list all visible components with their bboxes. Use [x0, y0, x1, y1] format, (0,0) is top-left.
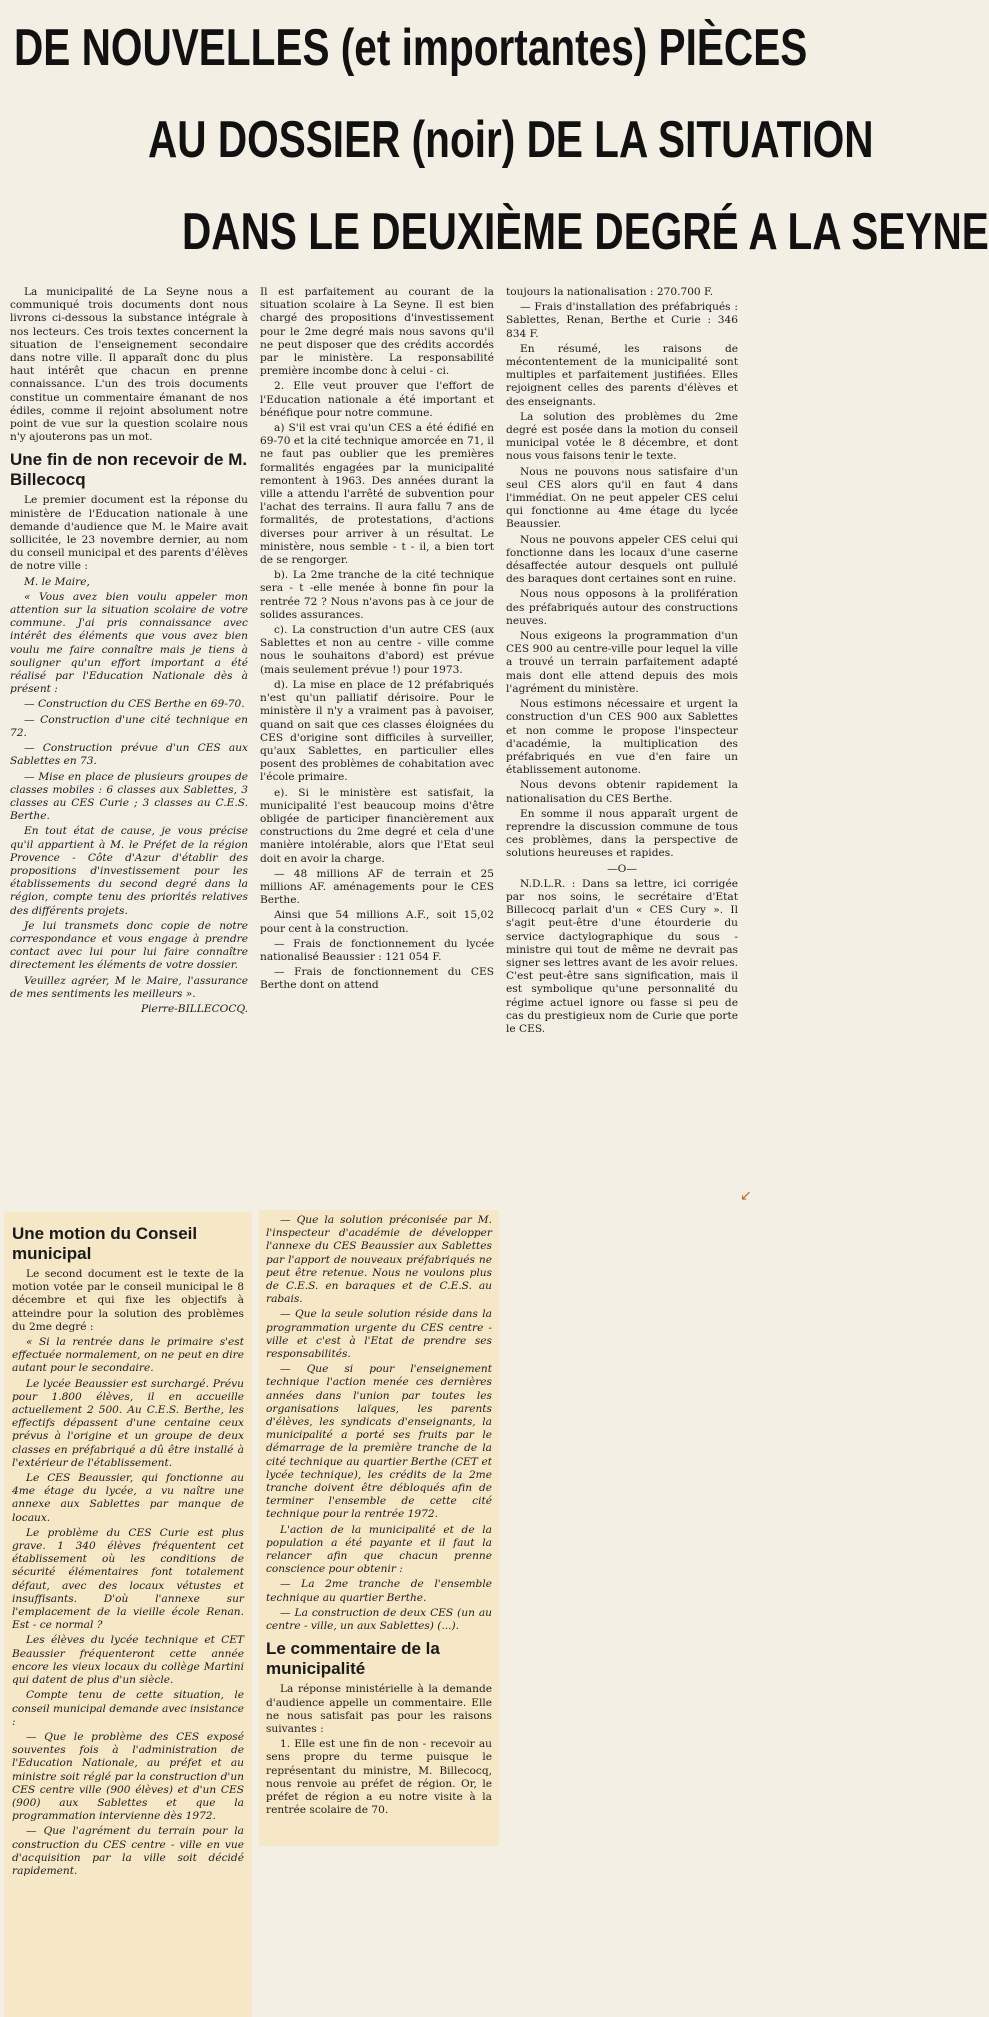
- headline-line-1: DE NOUVELLES (et importantes) PIÈCES: [14, 19, 808, 77]
- letter-paragraph: — Construction d'une cité technique en 72.: [10, 713, 248, 739]
- article-column-3: [506, 286, 738, 1201]
- motion-paragraph: — La 2me tranche de l'ensemble technique au quartier Berthe.: [266, 1578, 492, 1604]
- paragraph: d). La mise en place de 12 préfabriqués n'est qu'un palliatif dérisoire. Pour le ministère il n'y a vraiment pas à pavoiser, quand on sait que ces classes éloignées du CES d'origine sont difficiles à surveiller, qu'aux Sablettes, en particulier elles posent des problèmes de cohabitation avec l'école primaire.: [260, 678, 494, 784]
- paragraph: Le premier document est la réponse du ministère de l'Education nationale à une demande d'audience que M. le Maire avait sollicitée, le 23 novembre dernier, au nom du conseil municipal et des parents d'élèves de notre ville :: [10, 494, 248, 573]
- editor-note: N.D.L.R. : Dans sa lettre, ici corrigée par nos soins, le secrétaire d'Etat Billecocq parlait d'un « CES Cury ». Il s'agit peut-être d'une étourderie du service dactylographique du sous - ministre qui tout de même ne devrait pas signer ses lettres avant de les avoir relues. C'est peut-être sans signification, mais il est symbolique qu'une personnalité du régime actuel ignore ou fasse si peu de cas du prestigieux nom de Curie que porte le CES.: [506, 877, 738, 1035]
- paragraph: — Frais d'installation des préfabriqués : Sablettes, Renan, Berthe et Curie : 346 834 F.: [506, 301, 738, 340]
- paragraph: toujours la nationalisation : 270.700 F.: [506, 286, 714, 298]
- paragraph: a) S'il est vrai qu'un CES a été édifié en 69-70 et la cité technique amorcée en 71, il ne faut pas oublier que les premières formalités engagées par la municipalité remontent à 1963. Des années durant la ville a attendu l'arrêté de subvention pour l'achat des terrains. Il aura fallu 7 ans de formalités, de protestations, d'actions diverses pour arriver à un résultat. Le ministère, nous semble - t - il, a bien tort de se rengorger.: [260, 422, 494, 567]
- letter-paragraph: En tout état de cause, je vous précise qu'il appartient à M. le Préfet de la région Provence - Côte d'Azur d'établir des propositions d'investissement pour les établissements du second degré dans la région, compte tenu des priorités relatives des différents projets.: [10, 825, 248, 917]
- letter-paragraph: — Construction prévue d'un CES aux Sablettes en 73.: [10, 742, 248, 768]
- paragraph: En résumé, les raisons de mécontentement de la municipalité sont multiples et parfaitement justifiées. Elles rejoignent celles des parents d'élèves et des enseignants.: [506, 342, 738, 408]
- paragraph: Il est parfaitement au courant de la situation scolaire à La Seyne. Il est bien chargé des propositions d'investissement pour le 2me degré mais nous savons qu'il ne peut disposer que des crédits accordés par le ministère. La responsabilité première incombe donc à celui - ci.: [260, 286, 494, 378]
- motion-column-1: [12, 1218, 244, 2013]
- motion-paragraph: — Que la solution préconisée par M. l'inspecteur d'académie de développer l'annexe du CES Beaussier aux Sablettes par l'apport de nouveaux préfabriqués ne peut être retenue. Nous ne voulons plus de C.E.S. en baraques et de C.E.S. au rabais.: [266, 1214, 492, 1306]
- letter-paragraph: — Mise en place de plusieurs groupes de classes mobiles : 6 classes aux Sablettes, 3 classes au CES Curie ; 3 classes au C.E.S. Berthe.: [10, 770, 248, 823]
- motion-paragraph: Le CES Beaussier, qui fonctionne au 4me étage du lycée, a vu naître une annexe aux Sablettes par manque de locaux.: [12, 1472, 244, 1524]
- motion-paragraph: L'action de la municipalité et de la population a été payante et il faut la relancer afin que chacun prenne conscience pour obtenir :: [266, 1523, 492, 1576]
- section-heading-motion: Une motion du Conseil municipal: [12, 1224, 198, 1263]
- motion-paragraph: — La construction de deux CES (un au centre - ville, un aux Sablettes) (...).: [266, 1606, 492, 1633]
- paragraph: Nous ne pouvons appeler CES celui qui fonctionne dans les locaux d'une caserne désaffectée autour desquels ont pullulé des baraques dont certaines sont en ruine.: [506, 533, 738, 586]
- paragraph: Nous devons obtenir rapidement la nationalisation du CES Berthe.: [506, 779, 738, 805]
- section-heading-billecocq: Une fin de non recevoir de M. Billecocq: [10, 450, 248, 490]
- letter-paragraph: M. le Maire,: [24, 575, 90, 588]
- paragraph: Nous nous opposons à la prolifération des préfabriqués autour des constructions neuves.: [506, 588, 738, 627]
- article-column-1: [10, 286, 248, 1201]
- motion-paragraph: « Si la rentrée dans le primaire s'est effectuée normalement, on ne peut en dire autant pour le secondaire.: [12, 1336, 244, 1375]
- section-heading-commentaire: Le commentaire de la municipalité: [266, 1639, 440, 1679]
- paragraph: b). La 2me tranche de la cité technique sera - t -elle menée à bonne fin pour la rentrée 72 ? Nous n'avons pas à ce jour de solides assurances.: [260, 569, 494, 621]
- paragraph: En somme il nous apparaît urgent de reprendre la discussion commune de tous ces problèmes, dans la perspective de solutions heureuses et rapides.: [506, 807, 738, 860]
- separator: —O—: [607, 862, 637, 875]
- paragraph: Nous exigeons la programmation d'un CES 900 au centre-ville pour lequel la ville a trouvé un terrain parfaitement adapté mais dont elle attend depuis des mois l'agrément du ministère.: [506, 630, 738, 695]
- handwritten-mark: ↙: [740, 1188, 752, 1204]
- letter-paragraph: Veuillez agréer, M le Maire, l'assurance de mes sentiments les meilleurs ».: [10, 974, 248, 1000]
- paragraph: La solution des problèmes du 2me degré est posée dans la motion du conseil municipal votée le 8 décembre, et dont nous vous faisons tenir le texte.: [506, 410, 738, 463]
- signature: Pierre-BILLECOCQ.: [141, 1002, 248, 1015]
- headline-line-3: DANS LE DEUXIÈME DEGRÉ A LA SEYNE: [182, 203, 989, 261]
- article-column-2: [260, 286, 494, 1201]
- paragraph: — 48 millions AF de terrain et 25 millions AF. aménagements pour le CES Berthe.: [260, 867, 494, 907]
- paragraph: c). La construction d'un autre CES (aux Sablettes et non au centre - ville comme nous le souhaitons d'abord) est prévue (mais seulement prévue !) pour 1973.: [260, 624, 494, 676]
- paragraph: e). Si le ministère est satisfait, la municipalité l'est beaucoup moins d'être obligée de participer financièrement aux constructions du 2me degré et cela d'une manière intolérable, alors que l'Etat seul doit en avoir la charge.: [260, 786, 494, 865]
- motion-paragraph: — Que la seule solution réside dans la programmation urgente du CES centre - ville et c'est à l'Etat de prendre ses responsabilités.: [266, 1308, 492, 1361]
- paragraph: — Frais de fonctionnement du lycée nationalisé Beaussier : 121 054 F.: [260, 937, 494, 963]
- paragraph: La réponse ministérielle à la demande d'audience appelle un commentaire. Elle ne nous satisfait pas pour les raisons suivantes :: [266, 1683, 492, 1735]
- paragraph: 2. Elle veut prouver que l'effort de l'Education nationale a été important et bénéfique pour notre commune.: [260, 380, 494, 419]
- motion-paragraph: — Que si pour l'enseignement technique l'action menée ces dernières années dans l'union par toutes les organisations laïques, les parents d'élèves, les syndicats d'enseignants, la municipalité a porté ses fruits par le démarrage de la première tranche de la cité technique au quartier Berthe (CET et lycée technique), les crédits de la 2me tranche doivent être débloqués afin de terminer l'ensemble de cette cité technique pour la rentrée 1972.: [266, 1363, 492, 1521]
- motion-paragraph: — Que le problème des CES exposé souventes fois à l'administration de l'Education Nationale, au préfet et au ministre soit réglé par la construction d'un CES centre ville (900 élèves) et d'un CES (900) aux Sablettes et que la programmation intervienne dès 1972.: [12, 1730, 244, 1823]
- letter-paragraph: — Construction du CES Berthe en 69-70.: [24, 698, 245, 711]
- motion-paragraph: Compte tenu de cette situation, le conseil municipal demande avec insistance :: [12, 1689, 244, 1728]
- motion-paragraph: — Que l'agrément du terrain pour la construction du CES centre - ville en vue d'acquisition par la ville soit décidé rapidement.: [12, 1825, 244, 1877]
- motion-paragraph: Le problème du CES Curie est plus grave. 1 340 élèves fréquentent cet établissement où les conditions de sécurité élémentaires font totalement défaut, avec des locaux vétustes et insuffisants. D'où l'annexe sur l'emplacement de la vieille école Renan. Est - ce normal ?: [12, 1526, 244, 1632]
- headline-line-2: AU DOSSIER (noir) DE LA SITUATION: [148, 111, 874, 169]
- paragraph: Nous ne pouvons nous satisfaire d'un seul CES alors qu'il en faut 4 dans l'immédiat. On ne peut appeler CES celui qui fonctionne au 4me étage du lycée Beaussier.: [506, 465, 738, 531]
- motion-column-2: [266, 1214, 492, 1842]
- motion-paragraph: Le lycée Beaussier est surchargé. Prévu pour 1.800 élèves, il en accueille actuellement 2 500. Au C.E.S. Berthe, les effectifs dépassent d'une centaine ceux prévus à l'origine et un groupe de deux classes en préfabriqué a dû être installé à l'extérieur de l'établissement.: [12, 1377, 244, 1469]
- paragraph: Nous estimons nécessaire et urgent la construction d'un CES 900 aux Sablettes et non comme le propose l'inspecteur d'académie, la multiplication des préfabriqués en vue d'en faire un établissement autonome.: [506, 698, 738, 777]
- motion-paragraph: Les élèves du lycée technique et CET Beaussier fréquenteront cette année encore les vieux locaux du collège Martini qui datent de plus d'un siècle.: [12, 1634, 244, 1687]
- intro-paragraph: La municipalité de La Seyne nous a communiqué trois documents dont nous livrons ci-dessous la substance intégrale à nos lecteurs. Ces trois textes concernent la situation de l'enseignement secondaire dans notre ville. Il apparaît donc du plus haut intérêt que chacun en prenne connaissance. L'un des trois documents constitue un commentaire émanant de nos édiles, comme il rejoint absolument notre point de vue sur la question scolaire nous n'y ajouterons pas un mot.: [10, 286, 248, 444]
- letter-paragraph: Je lui transmets donc copie de notre correspondance et vous engage à prendre contact avec lui pour lui faire connaître directement les éléments de votre dossier.: [10, 919, 248, 972]
- paragraph: Ainsi que 54 millions A.F., soit 15,02 pour cent à la construction.: [260, 909, 494, 935]
- paragraph: — Frais de fonctionnement du CES Berthe dont on attend: [260, 966, 494, 992]
- letter-paragraph: « Vous avez bien voulu appeler mon attention sur la situation scolaire de votre commune. J'ai pris connaissance avec intérêt des éléments que vous avez bien voulu me faire connaître mais je tiens à souligner qu'un effort important a été réalisé par l'Education Nationale dès à présent :: [10, 590, 248, 696]
- paragraph: Le second document est le texte de la motion votée par le conseil municipal le 8 décembre et qui fixe les objectifs à atteindre pour la solution des problèmes du 2me degré :: [12, 1268, 244, 1333]
- paragraph: 1. Elle est une fin de non - recevoir au sens propre du terme puisque le représentant du ministre, M. Billecocq, nous renvoie au préfet de région. Or, le préfet de région a eu notre visite à la rentrée scolaire de 70.: [266, 1738, 492, 1817]
